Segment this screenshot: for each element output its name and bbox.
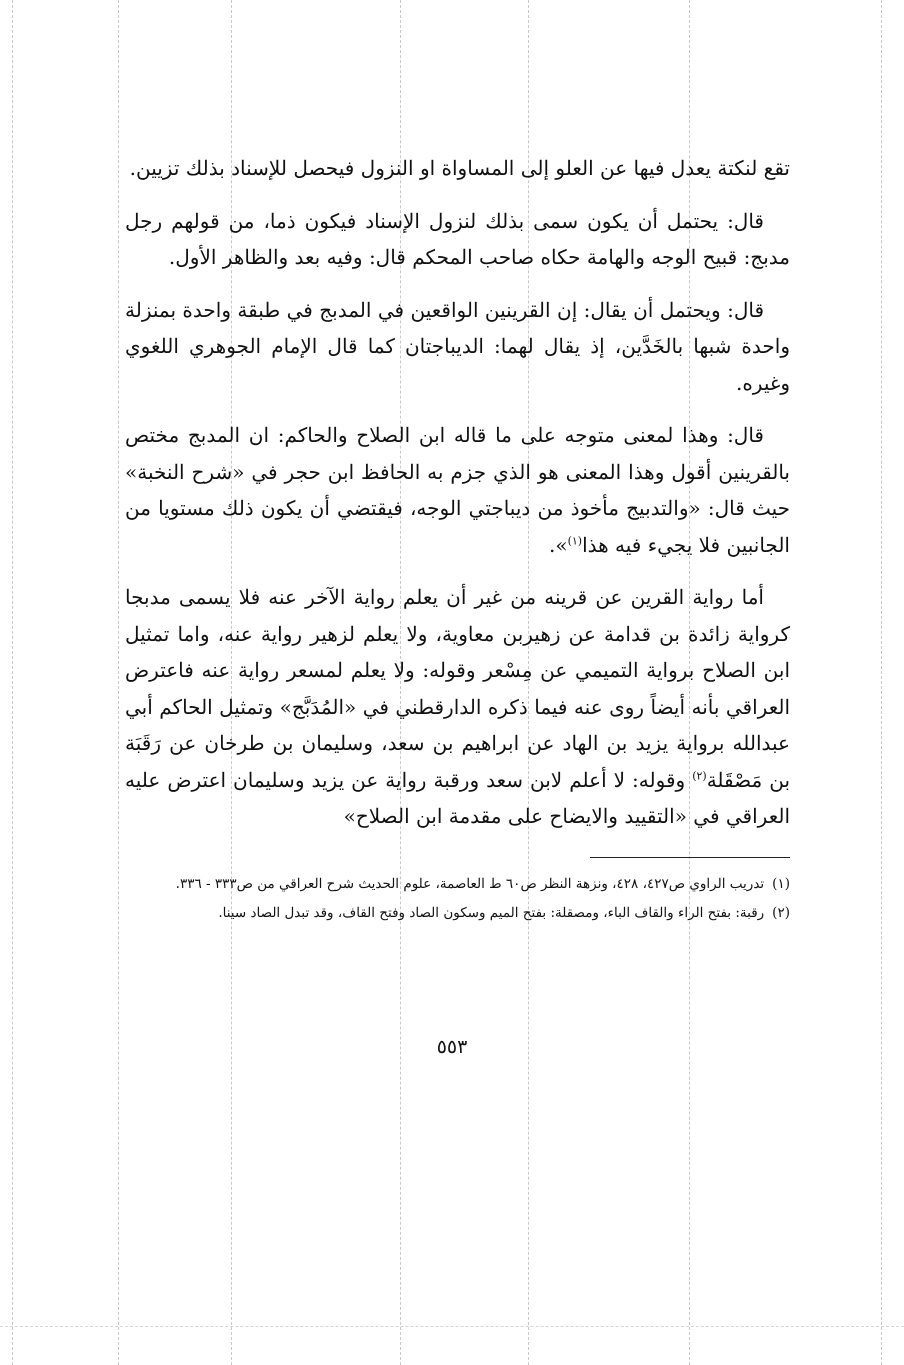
paragraph-3: قال: ويحتمل أن يقال: إن القرينين الواقعين في المدبج في طبقة واحدة بمنزلة واحدة شبها بالخَدَّين، إذ يقال لهما: الديباجتان كما قال الإمام الجوهري اللغوي وغيره. (125, 297, 790, 395)
paragraph-5-text: أما رواية القرين عن قرينه من غير أن يعلم رواية الآخر عنه فلا يسمى مدبجا كرواية زائدة بن قدامة عن زهيربن معاوية، ولا يعلم لزهير رواية عنه، واما تمثيل ابن الصلاح برواية التميمي عن مِسْعر وقوله: ولا يعلم لمسعر رواية عنه فاعترض العراقي بأنه أيضاً روى عنه فيما ذكره الدارقطني في «المُدَبَّج» وتمثيل الحاكم أبي عبدالله برواية يزيد بن الهاد عن ابراهيم بن سعد، وسليمان بن طرخان عن رَقَبَة بن مَصْقَلة (125, 585, 791, 792)
scan-guide-line (12, 0, 13, 1365)
scan-guide-line (881, 0, 882, 1365)
footnote-1 (125, 872, 790, 897)
footnote-separator (590, 857, 790, 858)
scan-guide-line (118, 0, 119, 1365)
paragraph-5-continuation: وقوله: لا أعلم لابن سعد ورقبة رواية عن يزيد وسليمان اعترض عليه العراقي في «التقييد والايضاح على مقدمة ابن الصلاح» (125, 767, 790, 828)
footnote-mark-1: (١) (567, 533, 583, 547)
scan-guide-line (0, 1326, 904, 1327)
page-body (125, 150, 790, 930)
paragraph-1: تقع لنكتة يعدل فيها عن العلو إلى المساواة او النزول فيحصل للإسناد بذلك تزيين. (129, 156, 790, 180)
footnote-2 (125, 901, 790, 926)
footnote-2-text: رقبة: بفتح الراء والقاف الباء، ومصقلة: بفتح الميم وسكون الصاد وفتح القاف، وقد تبدل الصاد سينا. (218, 904, 765, 921)
paragraph-2: قال: يحتمل أن يكون سمى بذلك لنزول الإسناد فيكون ذما، من قولهم رجل مدبج: قبيح الوجه والهامة حكاه صاحب المحكم قال: وفيه بعد والظاهر الأول. (125, 208, 790, 269)
paragraph-4-tail: ». (548, 532, 568, 557)
page-number: ٥٥٣ (436, 1036, 468, 1058)
paragraph-4 (125, 417, 790, 563)
footnote-mark-2: (٢) (692, 768, 707, 782)
footnote-1-number: (١) (772, 875, 790, 892)
paragraph-4-text: قال: وهذا لمعنى متوجه على ما قاله ابن الصلاح والحاكم: ان المدبج مختص بالقرينين أقول وهذا المعنى هو الذي جزم به الحافظ ابن حجر في «شرح النخبة» حيث قال: «والتدبيج مأخوذ من ديباجتي الوجه، فيقتضي أن يكون ذلك مستويا من الجانبين فلا يجيء فيه هذا (125, 423, 790, 557)
footnote-2-number: (٢) (772, 904, 790, 921)
footnote-1-text: تدريب الراوي ص٤٢٧، ٤٢٨، ونزهة النظر ص٦٠ ط العاصمة، علوم الحديث شرح العراقي من ص٣٣٣ - ٣٣٦. (175, 875, 765, 892)
paragraph-5 (125, 579, 790, 835)
